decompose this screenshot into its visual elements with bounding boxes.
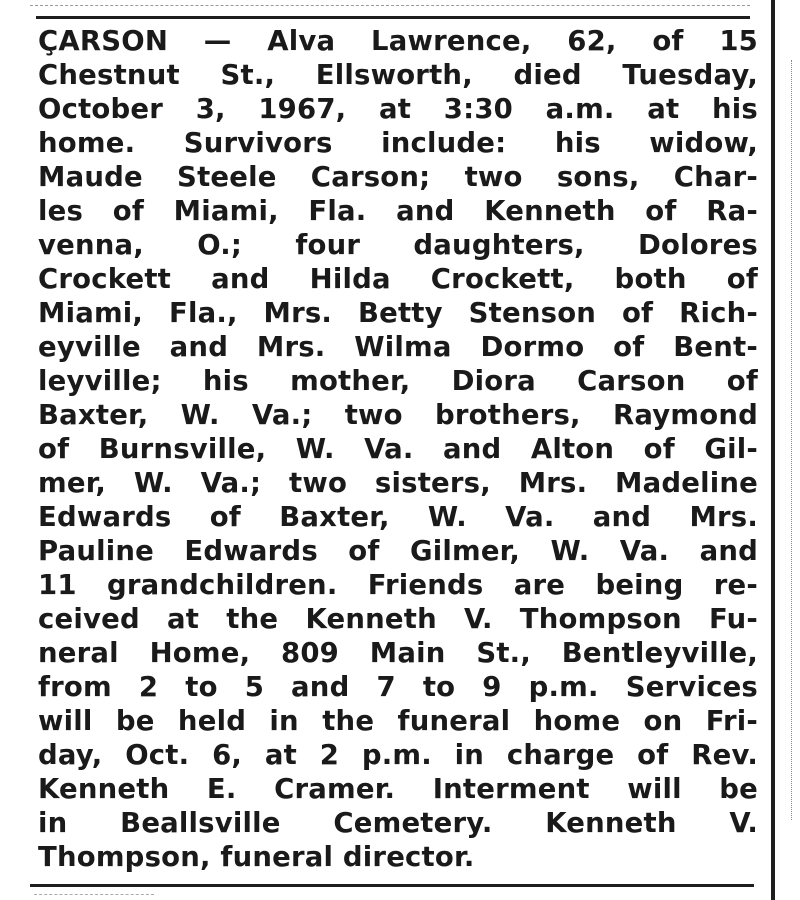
obituary-line: October 3, 1967, at 3:30 a.m. at his [38, 93, 758, 125]
bottom-rule [30, 884, 754, 887]
obituary-line: ceived at the Kenneth V. Thompson Fu- [38, 603, 758, 635]
obituary-line: Chestnut St., Ellsworth, died Tuesday, [38, 59, 758, 91]
obituary-line: 11 grandchildren. Friends are being re- [38, 569, 758, 601]
obituary-line: Crockett and Hilda Crockett, both of [38, 263, 758, 295]
obituary-line: home. Survivors include: his widow, [38, 127, 758, 159]
obituary-line: venna, O.; four daughters, Dolores [38, 229, 758, 261]
obituary-line: Maude Steele Carson; two sons, Char- [38, 161, 758, 193]
obituary-line: Baxter, W. Va.; two brothers, Raymond [38, 399, 758, 431]
obituary-line: of Burnsville, W. Va. and Alton of Gil- [38, 433, 758, 465]
bottom-faint-rule [34, 894, 154, 896]
obituary-line: Edwards of Baxter, W. Va. and Mrs. [38, 501, 758, 533]
obituary-line: les of Miami, Fla. and Kenneth of Ra- [38, 195, 758, 227]
clipping-edge-faint [791, 60, 793, 820]
obituary-line: in Beallsville Cemetery. Kenneth V. [38, 807, 758, 839]
obituary-text [38, 24, 758, 874]
obituary-line: Miami, Fla., Mrs. Betty Stenson of Rich- [38, 297, 758, 329]
obituary-line: from 2 to 5 and 7 to 9 p.m. Services [38, 671, 758, 703]
top-rule [36, 16, 750, 19]
obituary-line: will be held in the funeral home on Fri- [38, 705, 758, 737]
obituary-line: mer, W. Va.; two sisters, Mrs. Madeline [38, 467, 758, 499]
obituary-line: Kenneth E. Cramer. Interment will be [38, 773, 758, 805]
obituary-line: day, Oct. 6, at 2 p.m. in charge of Rev. [38, 739, 758, 771]
obituary-line: neral Home, 809 Main St., Bentleyville, [38, 637, 758, 669]
top-faint-rule [30, 5, 750, 7]
obituary-line: leyville; his mother, Diora Carson of [38, 365, 758, 397]
obituary-line: eyville and Mrs. Wilma Dormo of Bent- [38, 331, 758, 363]
obituary-line: Pauline Edwards of Gilmer, W. Va. and [38, 535, 758, 567]
obituary-line: ÇARSON — Alva Lawrence, 62, of 15 [38, 25, 758, 57]
clipping-edge [771, 0, 775, 900]
obituary-line: Thompson, funeral director. [38, 841, 475, 873]
